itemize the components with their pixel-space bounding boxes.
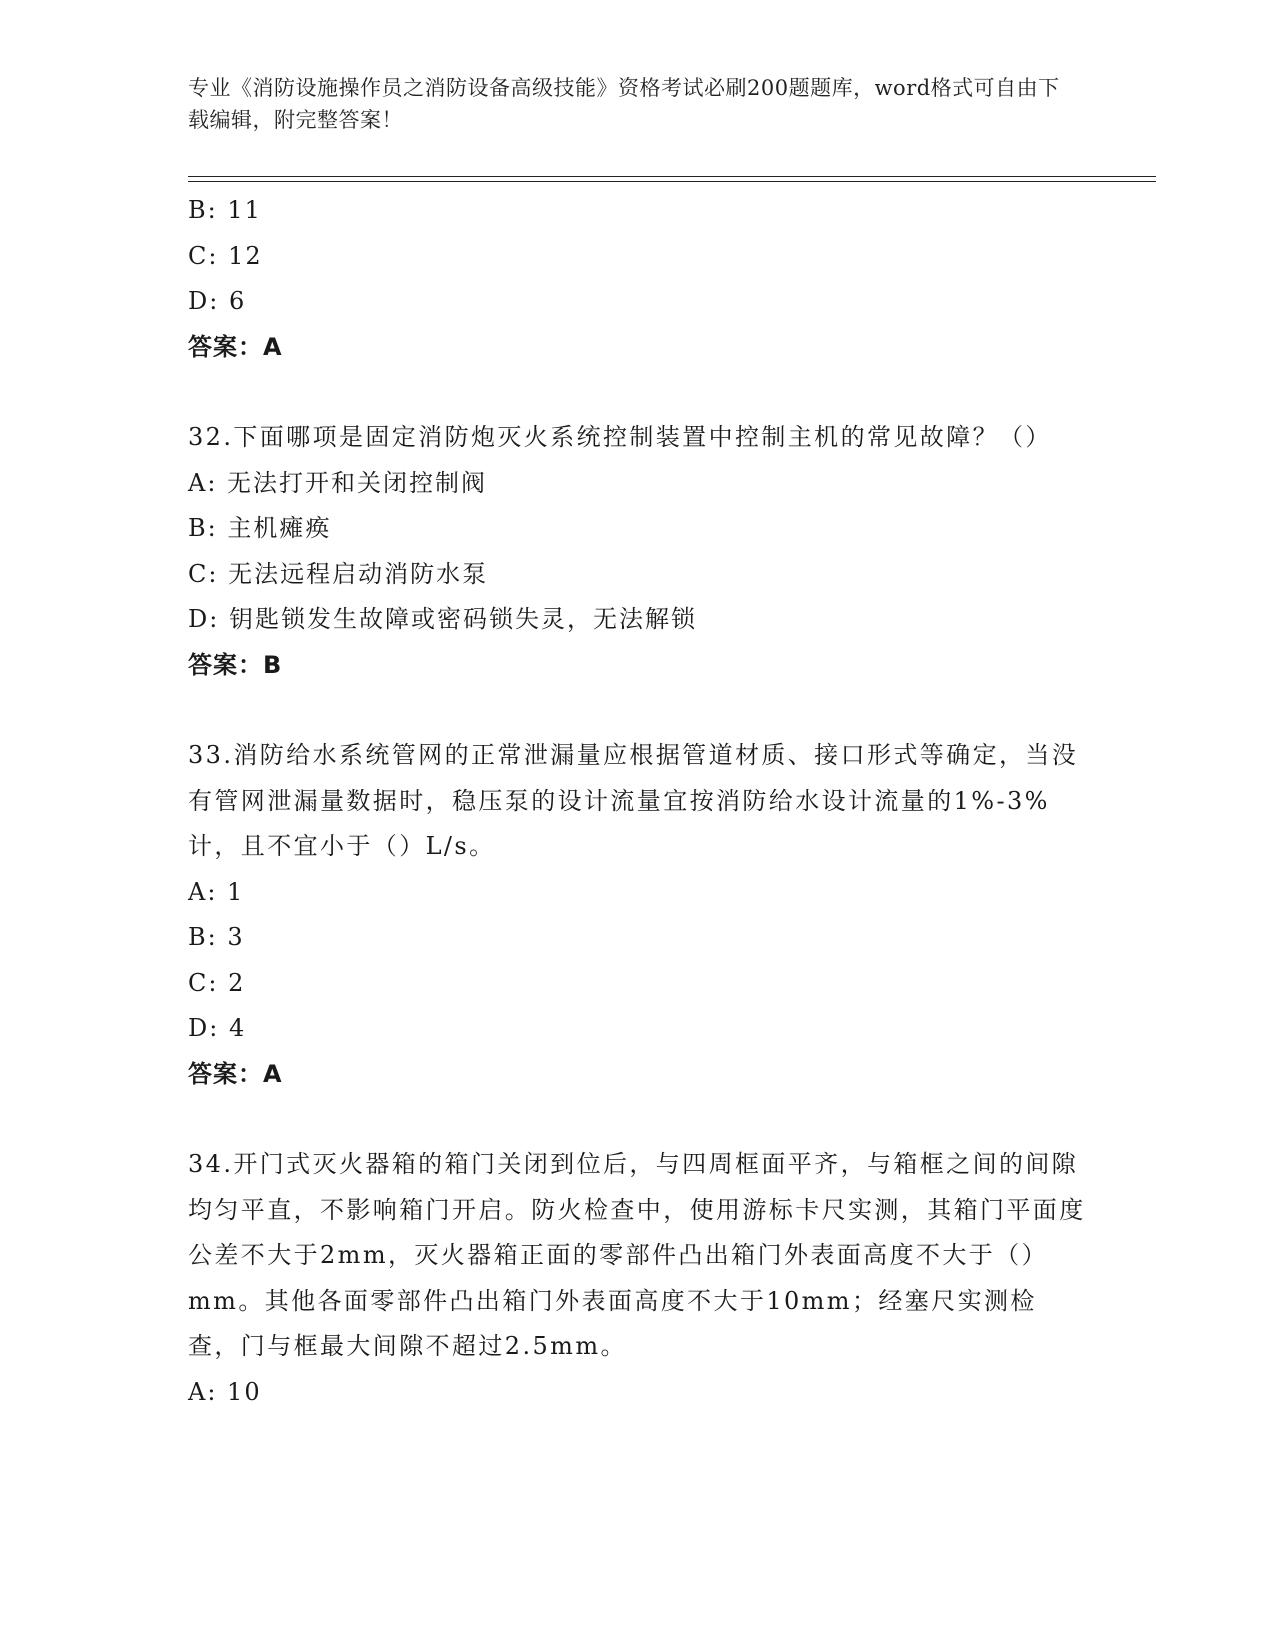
question-34 xyxy=(188,1142,1088,1415)
answer-line: 答案：A xyxy=(188,1059,283,1088)
question-32 xyxy=(188,415,1088,688)
option-a: A: 10 xyxy=(188,1377,262,1406)
answer-line: 答案：B xyxy=(188,650,283,679)
option-b: B: 3 xyxy=(188,923,245,951)
option-a: A: 1 xyxy=(188,877,245,906)
option-a: A: 无法打开和关闭控制阀 xyxy=(188,468,488,497)
option-c: C: 无法远程启动消防水泵 xyxy=(188,559,489,588)
header-divider xyxy=(188,176,1156,182)
question-stem: 33.消防给水系统管网的正常泄漏量应根据管道材质、接口形式等确定，当没有管网泄漏量数据时，稳压泵的设计流量宜按消防给水设计流量的1%-3%计，且不宜小于（）L/s。 xyxy=(188,741,1079,860)
document-body xyxy=(188,188,1088,1415)
option-d: D: 4 xyxy=(188,1014,247,1042)
answer-line: 答案：A xyxy=(188,332,283,361)
option-c: C: 12 xyxy=(188,241,263,270)
document-header: 专业《消防设施操作员之消防设备高级技能》资格考试必刷200题题库，word格式可自由下载编辑，附完整答案！ xyxy=(188,76,1060,132)
option-c: C: 2 xyxy=(188,968,246,997)
option-b: B: 11 xyxy=(188,196,262,224)
question-33 xyxy=(188,733,1088,1097)
question-stem: 34.开门式灭火器箱的箱门关闭到位后，与四周框面平齐，与箱框之间的间隙均匀平直，不影响箱门开启。防火检查中，使用游标卡尺实测，其箱门平面度公差不大于2mm，灭火器箱正面的零部件凸出箱门外表面高度不大于（）mm。其他各面零部件凸出箱门外表面高度不大于10mm；经塞尺实测检查，门与框最大间隙不超过2.5mm。 xyxy=(188,1150,1086,1360)
question-stem: 32.下面哪项是固定消防炮灭火系统控制装置中控制主机的常见故障？（） xyxy=(188,423,1052,451)
option-d: D: 钥匙锁发生故障或密码锁失灵，无法解锁 xyxy=(188,605,697,633)
option-b: B: 主机瘫痪 xyxy=(188,514,332,542)
option-d: D: 6 xyxy=(188,287,247,315)
previous-question-tail xyxy=(188,188,1088,370)
